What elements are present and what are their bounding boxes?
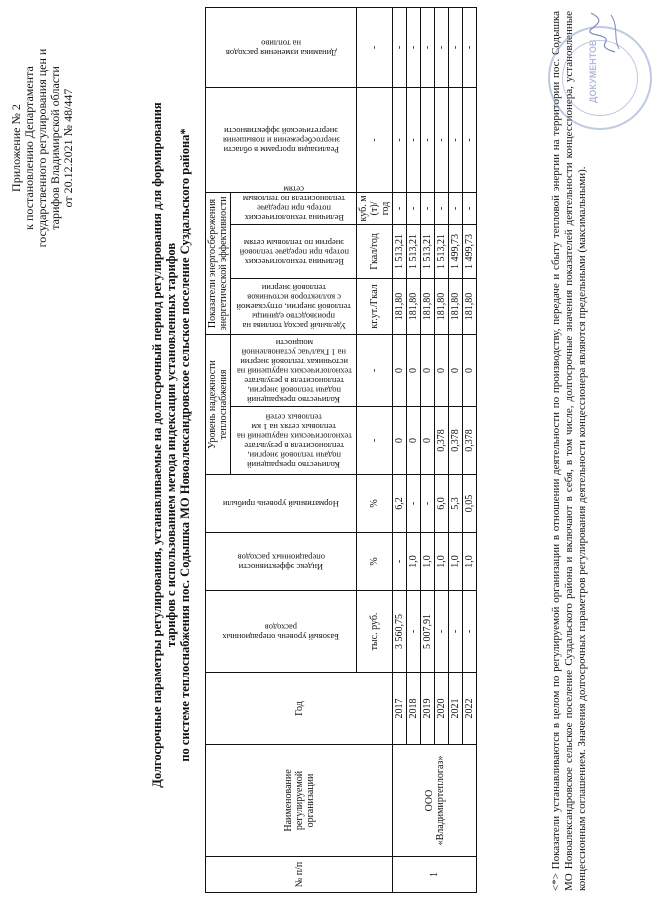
cell-energy2: 1 513,21 bbox=[421, 224, 435, 278]
cell-fuel: - bbox=[421, 7, 435, 87]
cell-year: 2018 bbox=[407, 672, 421, 744]
col-energy2-label: Величина технологических потерь при передаче тепловой энергии по тепловым сетям bbox=[238, 237, 349, 267]
cell-index: - bbox=[393, 532, 407, 590]
unit-index: % bbox=[357, 532, 393, 590]
org-name: ООО «Владимиртеплогаз» bbox=[393, 745, 477, 857]
cell-energy2: 1 513,21 bbox=[435, 224, 449, 278]
cell-year: 2017 bbox=[393, 672, 407, 744]
col-fuel-header bbox=[206, 7, 357, 87]
unit-fuel: - bbox=[357, 7, 393, 87]
energy-group-header bbox=[206, 192, 231, 334]
cell-energy1: 181,80 bbox=[449, 278, 463, 334]
col-number-label: № п/п bbox=[293, 861, 305, 888]
col-org-label: Наименование регулируемой организации bbox=[282, 769, 316, 832]
document-title bbox=[150, 45, 192, 845]
cell-energy1: 181,80 bbox=[393, 278, 407, 334]
cell-energy1: 181,80 bbox=[421, 278, 435, 334]
stamp-text: ДОКУМЕНТОВ bbox=[588, 39, 598, 103]
reliability-group-header bbox=[206, 334, 231, 474]
cell-program: - bbox=[393, 87, 407, 192]
cell-program: - bbox=[449, 87, 463, 192]
title-line: тарифов с использованием метода индексации установленных тарифов bbox=[164, 242, 178, 648]
cell-fuel: - bbox=[393, 7, 407, 87]
cell-norm: 0,05 bbox=[463, 474, 477, 532]
unit-energy2: Гкал/год bbox=[357, 224, 393, 278]
cell-reliab1: 0,378 bbox=[463, 406, 477, 474]
cell-norm: 6,0 bbox=[435, 474, 449, 532]
cell-fuel: - bbox=[407, 7, 421, 87]
col-energy3-header bbox=[231, 184, 357, 224]
cell-reliab2: 0 bbox=[449, 334, 463, 406]
cell-reliab1: 0,378 bbox=[435, 406, 449, 474]
cell-norm: 5,3 bbox=[449, 474, 463, 532]
cell-fuel: - bbox=[463, 7, 477, 87]
cell-reliab1: 0 bbox=[407, 406, 421, 474]
title-line: по системе теплоснабжения пос. Содышка МО Новоалександровское сельское поселение Суздальского района* bbox=[178, 128, 192, 762]
cell-energy1: 181,80 bbox=[463, 278, 477, 334]
cell-energy3: - bbox=[435, 192, 449, 224]
header-line: тарифов Владимирской области bbox=[48, 66, 62, 230]
cell-base: - bbox=[449, 590, 463, 672]
cell-energy3: - bbox=[421, 192, 435, 224]
header-line: от 20.12.2021 № 48/447 bbox=[61, 88, 75, 208]
col-reliab2-header bbox=[231, 334, 357, 406]
cell-program: - bbox=[435, 87, 449, 192]
col-energy2-header bbox=[231, 224, 357, 278]
col-reliab1-label: Количество прекращений подачи тепловой энергии, теплоносителя в результате технологических нарушений на тепловых сетях на 1 км тепловых сетей bbox=[235, 412, 352, 470]
cell-year: 2022 bbox=[463, 672, 477, 744]
unit-energy1: кг.ут./Гкал bbox=[357, 278, 393, 334]
col-org-header bbox=[206, 745, 393, 857]
cell-year: 2020 bbox=[435, 672, 449, 744]
col-energy1-label: Удельный расход топлива на производство единицы тепловой энергии, отпускаемой с коллекторов источников тепловой энергии bbox=[236, 283, 351, 332]
cell-program: - bbox=[407, 87, 421, 192]
col-number-header bbox=[206, 857, 393, 893]
col-energy1-header bbox=[231, 278, 357, 334]
cell-fuel: - bbox=[435, 7, 449, 87]
header-line: к постановлению Департамента bbox=[22, 66, 36, 230]
reliability-group-label: Уровень надежности теплоснабжения bbox=[207, 360, 229, 449]
col-year-header bbox=[206, 672, 393, 744]
col-fuel-label: Динамика изменения расходов на топливо bbox=[225, 38, 337, 58]
appendix-header bbox=[10, 23, 75, 273]
parameters-table bbox=[205, 7, 477, 893]
cell-base: - bbox=[407, 590, 421, 672]
cell-base: 3 560,75 bbox=[393, 590, 407, 672]
cell-reliab2: 0 bbox=[435, 334, 449, 406]
unit-base: тыс. руб. bbox=[357, 590, 393, 672]
cell-energy1: 181,80 bbox=[435, 278, 449, 334]
cell-reliab1: 0 bbox=[393, 406, 407, 474]
footnote: <*> Показатели устанавливаются в целом по регулируемой организации в отношении деятельности по производству, передаче и сбыту тепловой энергии на территории пос. Содышка МО Новоалександровское сельское поселение Суздальского района и включают в себя, в том числе, долгосрочные значения показателей деятельности концессионера, установленные концессионным соглашением. Значения долгосрочных параметров регулирования деятельности концессионера являются предельными (максимальными). bbox=[550, 11, 588, 891]
col-base-label: Базовый уровень операционных расходов bbox=[222, 622, 340, 642]
unit-norm: % bbox=[357, 474, 393, 532]
unit-energy3: куб. м (т)/год bbox=[357, 192, 393, 224]
unit-reliab2: - bbox=[357, 334, 393, 406]
header-line: государственного регулирования цен и bbox=[35, 48, 49, 248]
cell-reliab1: 0,378 bbox=[449, 406, 463, 474]
cell-reliab2: 0 bbox=[407, 334, 421, 406]
col-norm-header bbox=[206, 474, 357, 532]
header-row-top bbox=[206, 7, 231, 892]
cell-program: - bbox=[463, 87, 477, 192]
cell-base: - bbox=[463, 590, 477, 672]
cell-index: 1,0 bbox=[407, 532, 421, 590]
cell-energy3: - bbox=[463, 192, 477, 224]
energy-group-label: Показатели энергосбережения энергетической эффективности bbox=[207, 196, 229, 331]
table-row bbox=[393, 7, 407, 892]
signature-scribble bbox=[585, 10, 625, 55]
cell-index: 1,0 bbox=[421, 532, 435, 590]
cell-energy2: 1 499,73 bbox=[463, 224, 477, 278]
cell-index: 1,0 bbox=[435, 532, 449, 590]
col-index-header bbox=[206, 532, 357, 590]
cell-reliab2: 0 bbox=[393, 334, 407, 406]
cell-base: - bbox=[435, 590, 449, 672]
cell-energy3: - bbox=[393, 192, 407, 224]
cell-energy2: 1 499,73 bbox=[449, 224, 463, 278]
col-index-label: Индекс эффективности операционных расходов bbox=[237, 552, 325, 572]
unit-reliab1: - bbox=[357, 406, 393, 474]
cell-energy1: 181,80 bbox=[407, 278, 421, 334]
cell-energy3: - bbox=[407, 192, 421, 224]
cell-index: 1,0 bbox=[463, 532, 477, 590]
col-energy3-label: Величина технологических потерь при передаче теплоносителя по тепловым сетям bbox=[242, 184, 345, 223]
cell-reliab2: 0 bbox=[421, 334, 435, 406]
cell-fuel: - bbox=[449, 7, 463, 87]
cell-program: - bbox=[421, 87, 435, 192]
col-reliab1-header bbox=[231, 406, 357, 474]
row-number: 1 bbox=[393, 857, 477, 893]
unit-program: - bbox=[357, 87, 393, 192]
title-line: Долгосрочные параметры регулирования, устанавливаемые на долгосрочный период регулирования для формирования bbox=[150, 102, 164, 788]
cell-year: 2019 bbox=[421, 672, 435, 744]
col-year-label: Год bbox=[293, 701, 305, 716]
col-reliab2-label: Количество прекращений подачи тепловой энергии, теплоносителя в результате технологических нарушений на источниках тепловой энергии на 1 Гкал/час установленной мощности bbox=[235, 337, 352, 405]
col-base-header bbox=[206, 590, 357, 672]
cell-energy3: - bbox=[449, 192, 463, 224]
cell-norm: - bbox=[421, 474, 435, 532]
cell-energy2: 1 513,21 bbox=[407, 224, 421, 278]
cell-reliab2: 0 bbox=[463, 334, 477, 406]
cell-index: 1,0 bbox=[449, 532, 463, 590]
col-program-header bbox=[206, 87, 357, 192]
cell-year: 2021 bbox=[449, 672, 463, 744]
cell-norm: - bbox=[407, 474, 421, 532]
header-line: Приложение № 2 bbox=[9, 104, 23, 192]
cell-energy2: 1 513,21 bbox=[393, 224, 407, 278]
col-norm-label: Нормативный уровень прибыли bbox=[223, 499, 339, 510]
cell-reliab1: 0 bbox=[421, 406, 435, 474]
col-program-label: Реализация программ в области энергосбережения и повышения энергетической эффективности bbox=[222, 126, 340, 156]
cell-base: 5 007,91 bbox=[421, 590, 435, 672]
cell-norm: 6,2 bbox=[393, 474, 407, 532]
